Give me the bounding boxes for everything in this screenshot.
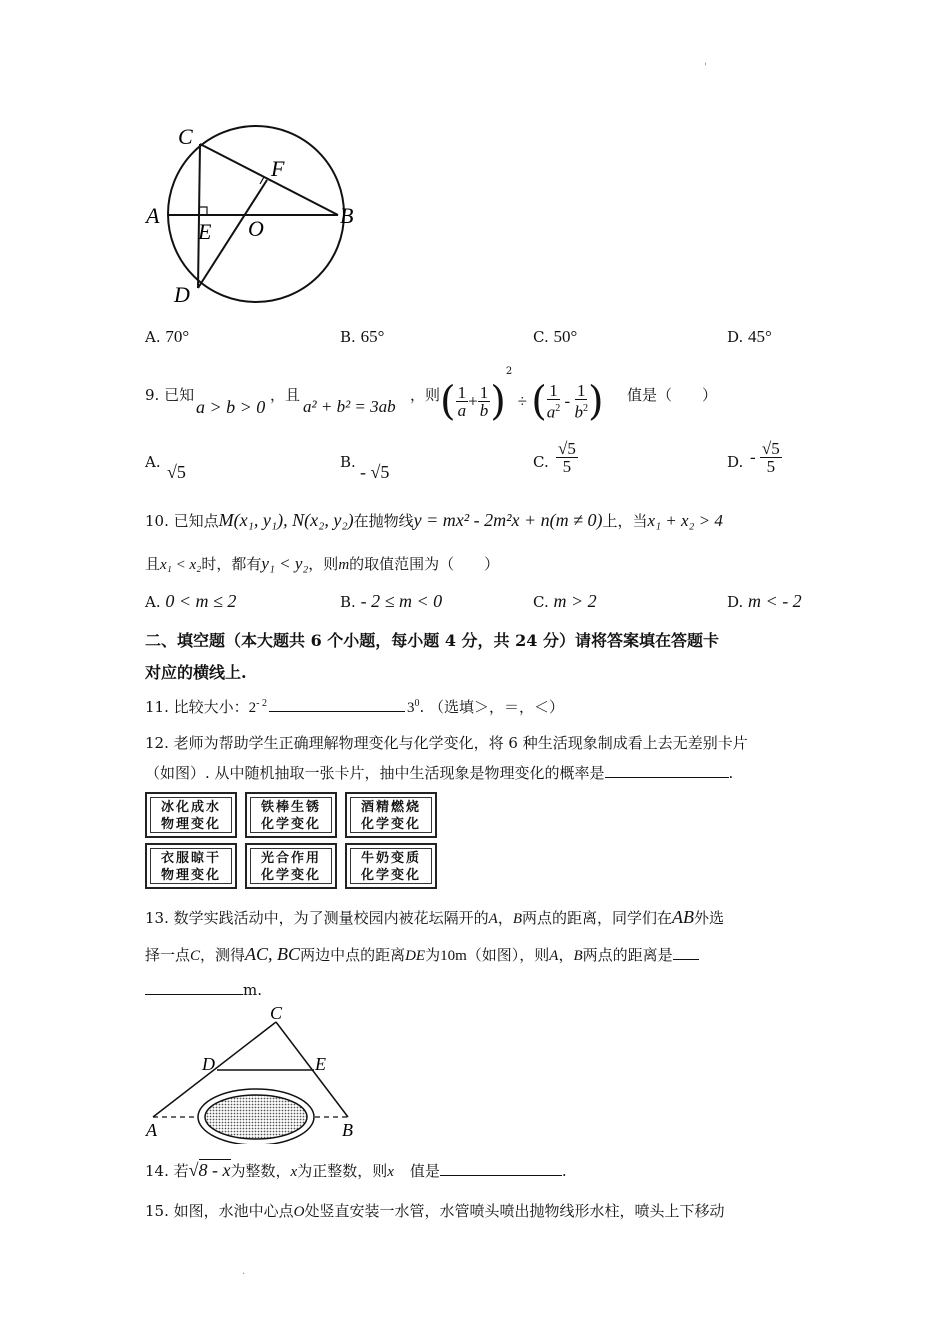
q9-option-c[interactable]: C. bbox=[533, 453, 549, 471]
q10-option-d[interactable]: D. m < - 2 bbox=[727, 591, 802, 611]
q12-answer-blank[interactable] bbox=[605, 763, 729, 778]
q13-line-1: 13. 数学实践活动中，为了测量校园内被花坛隔开的A，B两点的距离，同学们在AB外选 bbox=[145, 907, 725, 927]
label-b: B bbox=[342, 1120, 353, 1140]
q9-option-d-value: - $\frac{√5}{5}$ bbox=[750, 439, 780, 476]
card-1: 冰化成水 物理变化 bbox=[145, 792, 237, 838]
card-3: 酒精燃烧 化学变化 bbox=[345, 792, 437, 838]
q9-mid: ，且 bbox=[270, 386, 301, 404]
q12-line-2: （如图）. 从中随机抽取一张卡片，抽中生活现象是物理变化的概率是 . bbox=[145, 764, 734, 782]
q9-option-d[interactable]: D. bbox=[727, 453, 744, 471]
q9-tail: 值是（ ） bbox=[627, 386, 718, 404]
page-mark-bottom: . bbox=[242, 1266, 246, 1277]
frac-1-b2: $\frac{1}{b^2}$ bbox=[574, 381, 588, 422]
label-o: O bbox=[248, 216, 264, 241]
q11-answer-blank[interactable] bbox=[269, 697, 405, 712]
label-f: F bbox=[271, 156, 285, 181]
label-d: D bbox=[174, 282, 190, 307]
q10-option-a[interactable]: A. 0 < m ≤ 2 bbox=[145, 591, 237, 611]
q9-option-b[interactable]: B. bbox=[340, 453, 356, 471]
q8-option-b[interactable]: B. 65° bbox=[340, 327, 385, 346]
q10-line-1: 10. 已知点M(x₁, y₁), N(x₂, y₂)在抛物线y = mx² - 2m²x + n(m ≠ 0)上，当x₁ + x₂ > 4 bbox=[145, 510, 723, 530]
frac-1-a: $\frac{1}{a}$ bbox=[457, 383, 467, 420]
q13-line-2: 择一点C，测得AC, BC两边中点的距离DE为10m（如图），则A，B两点的距离是 bbox=[145, 944, 699, 965]
q9-option-b-value: - √5 bbox=[360, 462, 390, 482]
q11: 11. 比较大小：$2^{- 2}$ $3^0$. （选填＞，＝，＜） bbox=[145, 698, 565, 716]
q9-then: ，则 bbox=[410, 386, 441, 404]
q9-condition-2: a² + b² = 3ab bbox=[303, 397, 396, 416]
q10-option-c[interactable]: C. m > 2 bbox=[533, 591, 597, 611]
q8-option-a[interactable]: A. 70° bbox=[145, 327, 190, 346]
label-d: D bbox=[202, 1054, 215, 1074]
q8-option-d[interactable]: D. 45° bbox=[727, 327, 772, 346]
label-c: C bbox=[270, 1004, 283, 1023]
q10-option-b[interactable]: B. - 2 ≤ m < 0 bbox=[340, 591, 443, 611]
section-2-heading-line-1: 二、填空题（本大题共 6 个小题，每小题 4 分，共 24 分）请将答案填在答题卡 bbox=[145, 631, 719, 650]
q15-line-1: 15. 如图，水池中心点O处竖直安装一水管，水管喷头喷出抛物线形水柱，喷头上下移动 bbox=[145, 1202, 725, 1220]
card-6: 牛奶变质 化学变化 bbox=[345, 843, 437, 889]
flower-bed-inner bbox=[205, 1095, 307, 1139]
card-4: 衣服晾干 物理变化 bbox=[145, 843, 237, 889]
q13-triangle-figure bbox=[140, 1004, 370, 1144]
card-5: 光合作用 化学变化 bbox=[245, 843, 337, 889]
label-c: C bbox=[178, 124, 193, 149]
card-2: 铁棒生锈 化学变化 bbox=[245, 792, 337, 838]
label-b: B bbox=[340, 203, 354, 228]
segment-cd bbox=[198, 144, 200, 288]
q8-circle-figure bbox=[140, 118, 380, 318]
q9-option-a-value: √5 bbox=[167, 462, 186, 482]
q9-prefix: 9. 已知 bbox=[145, 386, 195, 404]
q9-option-c-value: $\frac{√5}{5}$ bbox=[558, 439, 576, 476]
label-a: A bbox=[146, 1120, 157, 1140]
section-2-heading-line-2: 对应的横线上. bbox=[145, 663, 247, 682]
page-mark-top: ' bbox=[704, 62, 707, 73]
label-a: A bbox=[146, 203, 160, 228]
q9-expression: ( $\frac{1}{a}$ + $\frac{1}{b}$ )$^2$ ÷ ( $\frac{1}{a^2}$ - $\frac{1}{b^2}$ ) bbox=[440, 366, 604, 425]
frac-1-b: $\frac{1}{b}$ bbox=[479, 383, 489, 420]
q14: 14. 若√8 - x为整数，x为正整数，则x 值是 . bbox=[145, 1160, 567, 1180]
q13-answer-blank-1[interactable] bbox=[673, 945, 699, 960]
label-e: E bbox=[315, 1054, 326, 1074]
label-e: E bbox=[198, 219, 212, 244]
q8-option-c[interactable]: C. 50° bbox=[533, 327, 578, 346]
q14-answer-blank[interactable] bbox=[440, 1161, 562, 1176]
right-angle-e bbox=[200, 207, 207, 215]
q9-condition-1: a > b > 0 bbox=[196, 397, 266, 417]
q13-line-3: m. bbox=[145, 980, 262, 999]
q13-answer-blank-2[interactable] bbox=[145, 980, 243, 995]
frac-1-a2: $\frac{1}{a^2}$ bbox=[546, 381, 561, 422]
q12-line-1: 12. 老师为帮助学生正确理解物理变化与化学变化，将 6 种生活现象制成看上去无差别卡片 bbox=[145, 734, 748, 752]
q10-line-2: 且x₁ < x₂时，都有y₁ < y₂，则m的取值范围为（ ） bbox=[145, 554, 500, 573]
q9-option-a[interactable]: A. bbox=[145, 453, 161, 471]
